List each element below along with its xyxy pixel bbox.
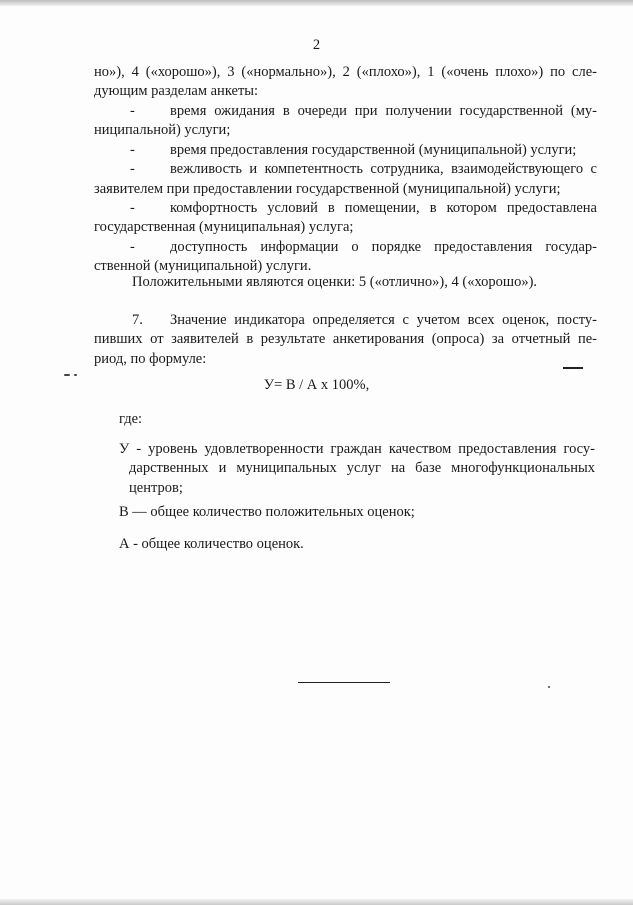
scan-speck bbox=[64, 374, 70, 376]
definition-line: дарственных и муниципальных услуг на базе многофункциональных bbox=[129, 460, 595, 477]
scan-speck bbox=[548, 686, 550, 688]
scan-edge-bottom bbox=[0, 899, 633, 905]
definition-a: А - общее количество оценок. bbox=[119, 536, 304, 552]
section-number: 7. bbox=[132, 312, 143, 328]
definition-line: У - уровень удовлетворенности граждан качеством предоставления госу- bbox=[119, 441, 595, 457]
list-item bbox=[94, 102, 597, 141]
section-line: риод, по формуле: bbox=[94, 350, 207, 367]
list-dash: - bbox=[130, 161, 135, 178]
definition-u bbox=[119, 440, 595, 498]
page-number: 2 bbox=[312, 37, 321, 53]
section-7 bbox=[94, 311, 597, 369]
list-item-continuation: ниципальной) услуги; bbox=[94, 122, 231, 139]
closing-rule bbox=[298, 682, 390, 683]
list-item-continuation: государственная (муниципальная) услуга; bbox=[94, 219, 354, 236]
list-item-text: комфортность условий в помещении, в котором предоставлена bbox=[170, 200, 597, 217]
criteria-list bbox=[94, 102, 597, 277]
list-item-text: доступность информации о порядке предоставления государ- bbox=[170, 238, 597, 255]
intro-line: но»), 4 («хорошо»), 3 («нормально»), 2 («плохо»), 1 («очень плохо») по сле- bbox=[94, 64, 597, 80]
list-item-text: время предоставления государственной (муниципальной) услуги; bbox=[170, 141, 577, 158]
definition-v: В — общее количество положительных оценок; bbox=[119, 504, 415, 520]
list-item-text: время ожидания в очереди при получении государственной (му- bbox=[170, 103, 597, 119]
list-dash: - bbox=[130, 238, 135, 255]
list-item bbox=[94, 238, 597, 277]
list-dash: - bbox=[130, 141, 135, 158]
definition-line: центров; bbox=[129, 479, 183, 496]
list-item-continuation: заявителем при предоставлении государственной (муниципальной) услуги; bbox=[94, 180, 561, 197]
list-item bbox=[94, 199, 597, 238]
list-item bbox=[94, 160, 597, 199]
list-item-continuation: ственной (муниципальной) услуги. bbox=[94, 258, 312, 275]
list-dash: - bbox=[130, 200, 135, 217]
section-line: пивших от заявителей в результате анкетирования (опроса) за отчетный пе- bbox=[94, 331, 597, 348]
list-dash: - bbox=[130, 103, 135, 119]
list-item-text: вежливость и компетентность сотрудника, взаимодействующего с bbox=[170, 161, 597, 178]
section-line: Значение индикатора определяется с учетом всех оценок, посту- bbox=[170, 312, 597, 328]
intro-line: дующим разделам анкеты: bbox=[94, 83, 259, 100]
list-item bbox=[94, 141, 597, 160]
scan-mark bbox=[563, 367, 583, 369]
scan-edge-top bbox=[0, 0, 633, 6]
intro-paragraph bbox=[94, 63, 597, 102]
positive-note: Положительными являются оценки: 5 («отлично»), 4 («хорошо»). bbox=[132, 274, 538, 290]
scan-speck bbox=[74, 374, 77, 376]
where-label: где: bbox=[119, 411, 143, 427]
formula: У= В / А х 100%, bbox=[263, 377, 370, 393]
